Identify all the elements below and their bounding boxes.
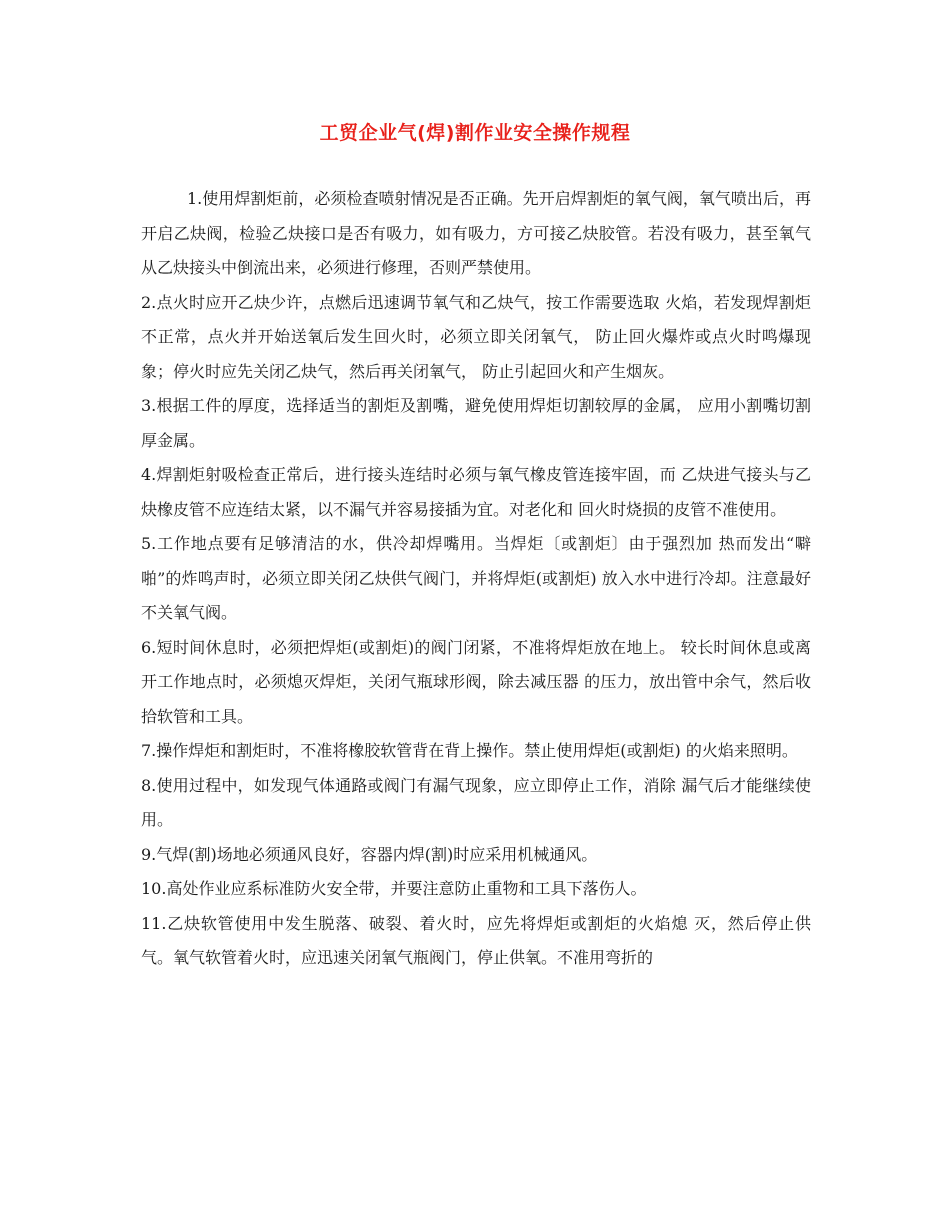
- paragraph-5: 5.工作地点要有足够清洁的水，供冷却焊嘴用。当焊炬〔或割炬〕由于强烈加 热而发出“噼啪”的炸鸣声时，必须立即关闭乙炔供气阀门，并将焊炬(或割炬) 放入水中进行冷却。注意最好不关氧气阀。: [141, 534, 811, 622]
- document-body: [141, 182, 811, 976]
- paragraph-7: 7.操作焊炬和割炬时，不准将橡胶软管背在背上操作。禁止使用焊炬(或割炬) 的火焰来照明。: [141, 741, 798, 760]
- paragraph-3: 3.根据工件的厚度，选择适当的割炬及割嘴，避免使用焊炬切割较厚的金属， 应用小割嘴切割厚金属。: [141, 396, 811, 450]
- paragraph-10: 10.高处作业应系标准防火安全带，并要注意防止重物和工具下落伤人。: [141, 879, 647, 898]
- document-title: 工贸企业气(焊)割作业安全操作规程: [319, 122, 631, 144]
- paragraph-11: 11.乙炔软管使用中发生脱落、破裂、着火时，应先将焊炬或割炬的火焰熄 灭，然后停止供气。氧气软管着火时，应迅速关闭氧气瓶阀门，停止供氧。不准用弯折的: [141, 913, 811, 967]
- paragraph-1: 1.使用焊割炬前，必须检查喷射情况是否正确。先开启焊割炬的氧气阀，氧气喷出后，再开启乙炔阀，检验乙炔接口是否有吸力，如有吸力，方可接乙炔胶管。若没有吸力，甚至氧气从乙炔接头中倒流出来，必须进行修理，否则严禁使用。: [141, 189, 811, 277]
- paragraph-6: 6.短时间休息时，必须把焊炬(或割炬)的阀门闭紧，不准将焊炬放在地上。 较长时间休息或离开工作地点时，必须熄灭焊炬，关闭气瓶球形阀，除去减压器 的压力，放出管中余气，然后收拾软管和工具。: [141, 637, 811, 726]
- paragraph-2: 2.点火时应开乙炔少许，点燃后迅速调节氧气和乙炔气，按工作需要选取 火焰，若发现焊割炬不正常，点火并开始送氧后发生回火时，必须立即关闭氧气， 防止回火爆炸或点火时鸣爆现象；停火时应先关闭乙炔气，然后再关闭氧气， 防止引起回火和产生烟灰。: [141, 292, 811, 381]
- paragraph-8: 8.使用过程中，如发现气体通路或阀门有漏气现象，应立即停止工作，消除 漏气后才能继续使用。: [141, 775, 811, 829]
- paragraph-9: 9.气焊(割)场地必须通风良好，容器内焊(割)时应采用机械通风。: [141, 844, 598, 864]
- paragraph-4: 4.焊割炬射吸检查正常后，进行接头连结时必须与氧气橡皮管连接牢固，而 乙炔进气接头与乙炔橡皮管不应连结太紧，以不漏气并容易接插为宜。对老化和 回火时烧损的皮管不准使用。: [141, 465, 811, 519]
